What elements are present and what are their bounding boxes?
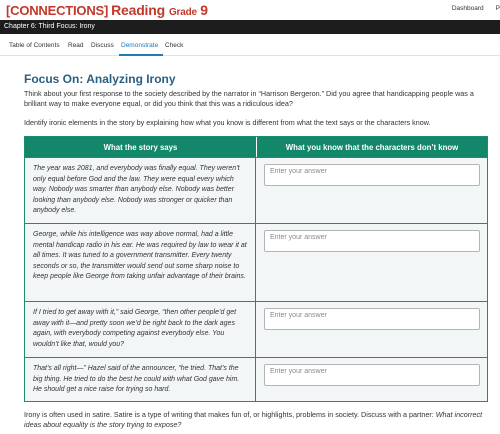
- chapter-title: Chapter 6: Third Focus: Irony: [4, 23, 95, 30]
- table-row: [25, 357, 487, 401]
- tab-read[interactable]: Read: [68, 42, 84, 49]
- brand-name: [CONNECTIONS]: [6, 3, 109, 18]
- irony-table: [24, 136, 488, 402]
- answer-input-3[interactable]: [264, 308, 480, 330]
- tab-demonstrate[interactable]: Demonstrate: [121, 42, 159, 49]
- story-quote: That’s all right—” Hazel said of the announcer, “he tried. That’s the big thing. He tried to do the best he could with what God gave him. He should get a nice raise for trying so hard.: [25, 358, 256, 401]
- top-nav: [452, 5, 500, 12]
- table-header: [25, 137, 487, 157]
- intro-paragraph: Think about your first response to the society described by the narrator in “Harrison Bergeron.” Did you agree that handicapping people was a brilliant way to make everyone equal, or did you think that this was a ridiculous idea?: [24, 89, 474, 108]
- answer-cell: [256, 358, 487, 401]
- nav-profile-link[interactable]: P: [495, 5, 500, 12]
- tab-discuss[interactable]: Discuss: [91, 42, 114, 49]
- table-row: [25, 301, 487, 357]
- answer-input-4[interactable]: [264, 364, 480, 386]
- answer-cell: [256, 224, 487, 301]
- nav-dashboard-link[interactable]: Dashboard: [451, 5, 484, 12]
- answer-cell: [256, 158, 487, 223]
- section-tabs: [0, 34, 500, 56]
- story-quote: The year was 2081, and everybody was finally equal. They weren’t only equal before God and the law. They were equal every which way. Nobody was smarter than anybody else. Nobody was better looking than anybody else. Nobody was stronger or quicker than anybody else.: [25, 158, 256, 223]
- chapter-bar: [0, 20, 500, 34]
- answer-cell: [256, 302, 487, 357]
- discussion-question: What incorrect ideas about equality is the story trying to expose?: [24, 410, 483, 429]
- table-row: [25, 157, 487, 223]
- active-tab-indicator: [119, 54, 163, 56]
- grade-label: Grade: [168, 7, 197, 18]
- story-quote: If I tried to get away with it,” said George, “then other people’d get away with it—and pretty soon we’d be right back to the dark ages again, with everybody competing against everybody else. You wouldn’t like that, would you?: [25, 302, 256, 357]
- answer-input-1[interactable]: [264, 164, 480, 186]
- tab-check[interactable]: Check: [165, 42, 184, 49]
- page-title: Focus On: Analyzing Irony: [24, 72, 176, 86]
- instruction-paragraph: Identify ironic elements in the story by explaining how what you know is different from what the text says or the characters know.: [24, 118, 431, 127]
- tab-table-of-contents[interactable]: Table of Contents: [9, 42, 60, 49]
- closing-text: Irony is often used in satire. Satire is a type of writing that makes fun of, or highlights, problems in society. Discuss with a partner:: [24, 410, 434, 419]
- product-name: Reading: [111, 2, 165, 18]
- top-bar: [0, 0, 500, 20]
- answer-input-2[interactable]: [264, 230, 480, 252]
- table-row: [25, 223, 487, 301]
- grade-number: 9: [200, 2, 208, 18]
- closing-paragraph: [24, 410, 488, 430]
- column-header-what-you-know: What you know that the characters don’t know: [256, 137, 487, 157]
- column-header-story-says: What the story says: [103, 142, 178, 152]
- story-quote: George, while his intelligence was way above normal, had a little mental handicap radio in his ear. He was required by law to wear it at all times. It was tuned to a government transmitter. Every twenty seconds or so, the transmitter would send out some sharp noise to keep people like George from taking unfair advantage of their brains.: [25, 224, 256, 301]
- brand-logo[interactable]: [6, 2, 208, 18]
